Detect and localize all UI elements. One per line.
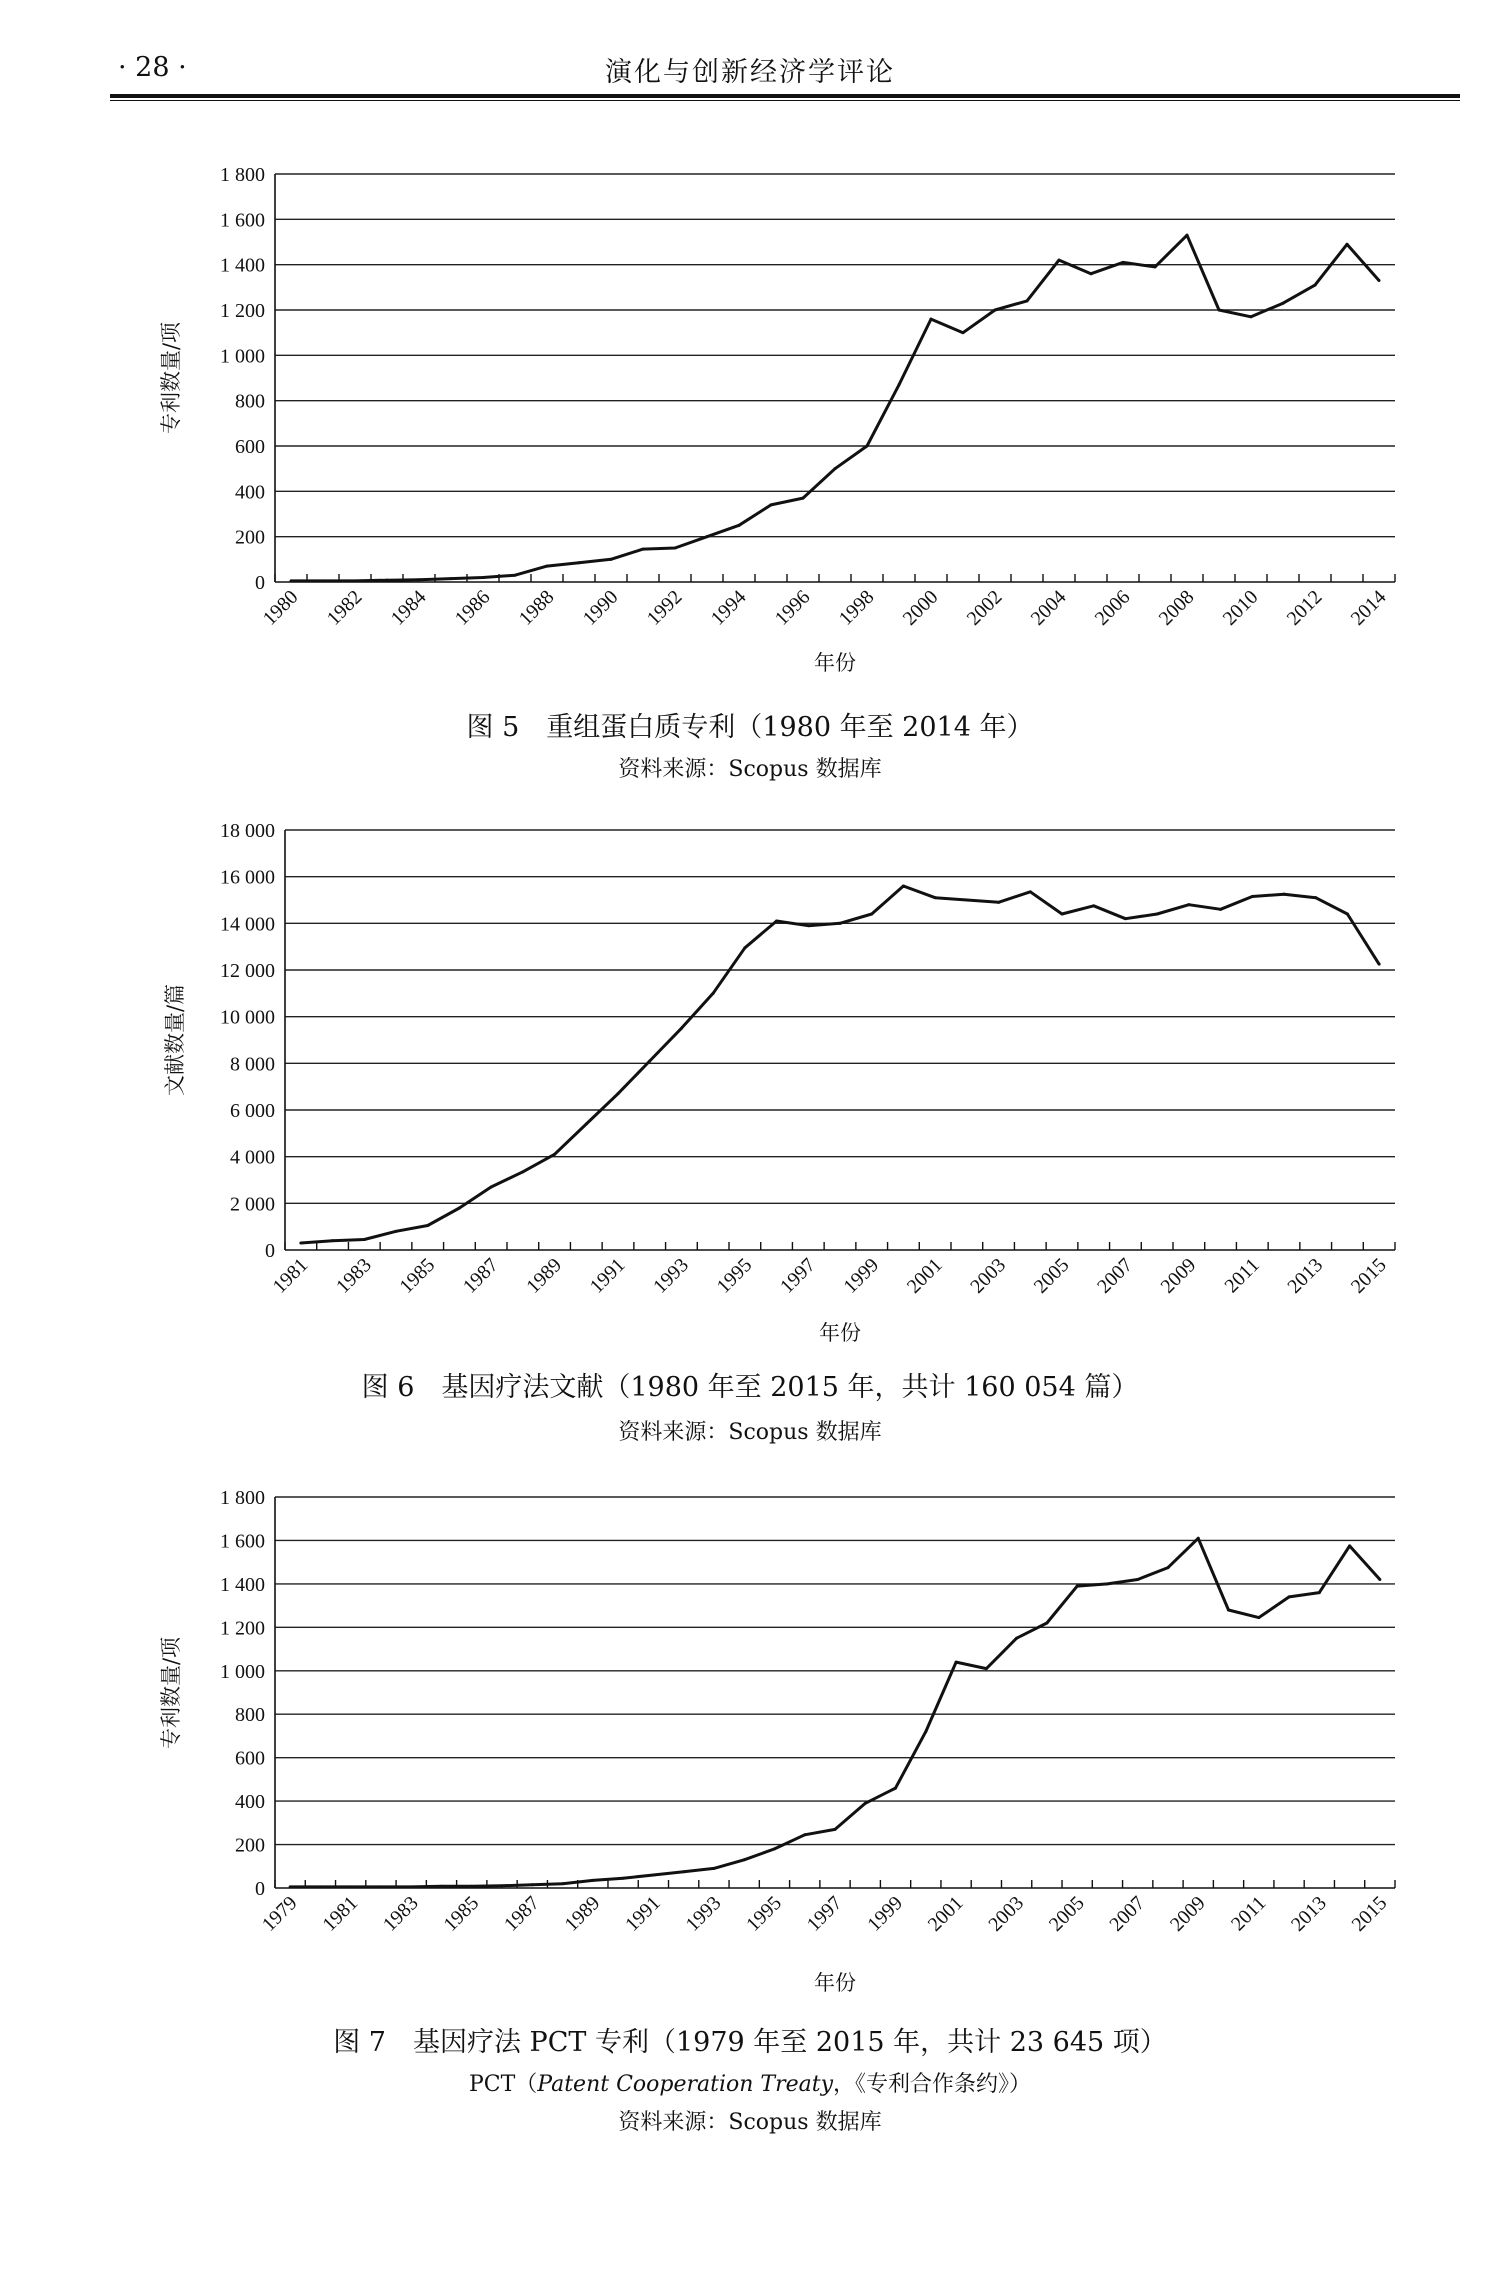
- data-point: [864, 1802, 867, 1805]
- x-tick-label: 1997: [775, 1253, 820, 1298]
- y-tick-label: 1 800: [220, 164, 265, 186]
- x-tick-label: 2011: [1226, 1891, 1271, 1936]
- x-tick-label: 1990: [578, 585, 623, 630]
- y-axis-label: 专利数量/项: [159, 1636, 183, 1750]
- y-tick-label: 200: [235, 526, 265, 549]
- y-tick-label: 1 200: [220, 300, 265, 322]
- x-tick-label: 1993: [681, 1891, 726, 1936]
- data-point: [1346, 913, 1349, 916]
- data-point: [1378, 279, 1381, 282]
- x-tick-label: 2000: [898, 585, 943, 630]
- y-tick-label: 10 000: [220, 1006, 275, 1029]
- data-point: [490, 1186, 493, 1189]
- x-tick-label: 2009: [1165, 1891, 1210, 1936]
- x-tick-label: 2004: [1026, 585, 1071, 630]
- figure-6-caption: 图 6 基因疗法文献（1980 年至 2015 年，共计 160 054 篇）: [361, 1372, 1139, 1403]
- data-point: [354, 579, 357, 582]
- x-tick-label: 1984: [386, 585, 431, 630]
- data-point: [546, 565, 549, 568]
- figure-5-source: 资料来源：Scopus 数据库: [618, 757, 882, 782]
- data-point: [1314, 896, 1317, 899]
- data-point: [1124, 917, 1127, 920]
- x-tick-label: 2011: [1220, 1253, 1264, 1298]
- data-point: [642, 548, 645, 551]
- x-tick-label: 1981: [268, 1253, 313, 1298]
- data-point: [834, 1828, 837, 1831]
- y-tick-label: 1 000: [220, 345, 265, 368]
- x-tick-label: 1989: [560, 1891, 605, 1936]
- x-tick-label: 1999: [839, 1253, 884, 1298]
- figure-6-source: 资料来源：Scopus 数据库: [618, 1420, 882, 1445]
- x-tick-label: 2008: [1154, 585, 1199, 630]
- data-point: [962, 331, 965, 334]
- journal-title: 演化与创新经济学评论: [605, 57, 895, 88]
- y-tick-label: 1 000: [220, 1660, 265, 1683]
- data-point: [440, 1885, 443, 1888]
- x-tick-label: 1986: [450, 585, 495, 630]
- data-point: [1219, 908, 1222, 911]
- x-tick-label: 1995: [742, 1891, 786, 1936]
- data-point: [743, 1858, 746, 1861]
- x-tick-label: 1987: [499, 1891, 544, 1936]
- series-line: [301, 886, 1379, 1243]
- x-axis-label: 年份: [814, 651, 856, 675]
- x-tick-label: 1988: [514, 585, 559, 630]
- data-point: [738, 524, 741, 527]
- y-tick-label: 14 000: [220, 913, 275, 936]
- data-point: [290, 579, 293, 582]
- data-point: [1250, 315, 1253, 318]
- data-point: [553, 1153, 556, 1156]
- data-point: [1227, 1608, 1230, 1611]
- y-tick-label: 1 200: [220, 1617, 265, 1640]
- y-tick-label: 0: [255, 572, 265, 594]
- data-point: [363, 1238, 366, 1241]
- data-point: [1378, 963, 1381, 966]
- data-point: [482, 576, 485, 579]
- data-point: [934, 896, 937, 899]
- y-tick-label: 400: [235, 1791, 265, 1814]
- page-header: [0, 0, 1500, 110]
- data-point: [1314, 284, 1317, 287]
- data-point: [930, 318, 933, 321]
- y-tick-label: 6 000: [230, 1100, 275, 1122]
- y-tick-label: 4 000: [230, 1146, 275, 1169]
- x-axis-label: 年份: [814, 1971, 856, 1995]
- y-tick-label: 2 000: [230, 1193, 275, 1216]
- x-tick-label: 1995: [712, 1253, 757, 1298]
- x-tick-label: 1997: [802, 1891, 847, 1936]
- figure-7-caption: 图 7 基因疗法 PCT 专利（1979 年至 2015 年，共计 23 645 项）: [333, 2027, 1167, 2058]
- x-tick-label: 1989: [522, 1253, 567, 1298]
- series-line: [291, 235, 1379, 581]
- x-tick-label: 1983: [378, 1891, 423, 1936]
- y-tick-label: 600: [235, 1747, 265, 1770]
- y-tick-label: 12 000: [220, 960, 275, 982]
- x-tick-label: 2005: [1044, 1891, 1089, 1936]
- figure-5-chart: [0, 150, 1500, 680]
- data-point: [965, 899, 968, 902]
- data-point: [870, 913, 873, 916]
- x-tick-label: 2010: [1218, 585, 1263, 630]
- series-line: [290, 1538, 1380, 1887]
- pct-note-prefix: PCT（: [468, 2072, 538, 2097]
- data-point: [1187, 903, 1190, 906]
- x-tick-label: 2005: [1029, 1253, 1074, 1298]
- data-point: [674, 547, 677, 550]
- data-point: [521, 1170, 524, 1173]
- x-tick-label: 2015: [1346, 1253, 1391, 1298]
- data-point: [894, 1787, 897, 1790]
- figure-5: [0, 150, 1500, 805]
- x-tick-label: 2012: [1282, 585, 1327, 630]
- y-tick-label: 800: [235, 1704, 265, 1727]
- data-point: [331, 1239, 334, 1242]
- figure-7-pct-note: [0, 2067, 1500, 2098]
- x-tick-label: 1981: [318, 1891, 363, 1936]
- data-point: [898, 383, 901, 386]
- data-point: [682, 1870, 685, 1873]
- data-point: [1045, 1621, 1048, 1624]
- data-point: [379, 1885, 382, 1888]
- data-point: [1090, 272, 1093, 275]
- x-tick-label: 1992: [642, 585, 687, 630]
- y-tick-label: 1 400: [220, 254, 265, 277]
- data-point: [617, 1092, 620, 1095]
- x-tick-label: 2007: [1093, 1253, 1137, 1298]
- data-point: [1029, 890, 1032, 893]
- figure-7-source: 资料来源：Scopus 数据库: [618, 2110, 882, 2135]
- data-point: [1122, 261, 1125, 264]
- data-point: [501, 1884, 504, 1887]
- data-point: [349, 1885, 352, 1888]
- data-point: [426, 1224, 429, 1227]
- y-axis-label: 专利数量/项: [159, 321, 183, 435]
- y-tick-label: 800: [235, 390, 265, 413]
- data-point: [322, 579, 325, 582]
- data-point: [1154, 265, 1157, 268]
- y-tick-label: 1 400: [220, 1573, 265, 1596]
- data-point: [585, 1123, 588, 1126]
- x-tick-label: 1985: [395, 1253, 440, 1298]
- y-tick-label: 18 000: [220, 820, 275, 842]
- x-tick-label: 1987: [458, 1253, 503, 1298]
- y-tick-label: 0: [265, 1240, 275, 1262]
- x-tick-label: 1979: [257, 1891, 302, 1936]
- data-point: [770, 503, 773, 506]
- data-point: [1076, 1585, 1079, 1588]
- y-tick-label: 600: [235, 436, 265, 458]
- data-point: [470, 1885, 473, 1888]
- data-point: [652, 1873, 655, 1876]
- x-tick-label: 2009: [1156, 1253, 1201, 1298]
- x-tick-label: 2003: [966, 1253, 1011, 1298]
- data-point: [622, 1877, 625, 1880]
- x-tick-label: 2015: [1347, 1891, 1392, 1936]
- data-point: [610, 558, 613, 561]
- data-point: [1106, 1582, 1109, 1585]
- header-rule: [110, 94, 1460, 98]
- data-point: [712, 992, 715, 995]
- data-point: [514, 574, 517, 577]
- x-tick-label: 2002: [962, 585, 1007, 630]
- data-point: [706, 535, 709, 538]
- data-point: [395, 1230, 398, 1233]
- data-point: [289, 1885, 292, 1888]
- y-axis-label: 文献数量/篇: [163, 983, 187, 1097]
- y-tick-label: 200: [235, 1834, 265, 1857]
- data-point: [1218, 309, 1221, 312]
- data-point: [299, 1242, 302, 1245]
- data-point: [712, 1867, 715, 1870]
- data-point: [1015, 1637, 1018, 1640]
- data-point: [834, 467, 837, 470]
- data-point: [1318, 1591, 1321, 1594]
- data-point: [1251, 895, 1254, 898]
- data-point: [418, 578, 421, 581]
- data-point: [1348, 1544, 1351, 1547]
- y-tick-label: 1 600: [220, 1530, 265, 1553]
- data-point: [1136, 1578, 1139, 1581]
- figure-5-caption: 图 5 重组蛋白质专利（1980 年至 2014 年）: [466, 712, 1034, 743]
- data-point: [924, 1730, 927, 1733]
- figure-7-chart: [0, 1475, 1500, 2010]
- y-tick-label: 1 800: [220, 1487, 265, 1509]
- x-tick-label: 1996: [770, 585, 815, 630]
- x-tick-label: 1994: [706, 585, 751, 630]
- y-tick-label: 1 600: [220, 209, 265, 232]
- figure-6-chart: [0, 810, 1500, 1350]
- data-point: [1282, 302, 1285, 305]
- x-tick-label: 1985: [439, 1891, 484, 1936]
- data-point: [319, 1885, 322, 1888]
- data-point: [803, 1833, 806, 1836]
- data-point: [773, 1847, 776, 1850]
- x-tick-label: 1983: [331, 1253, 376, 1298]
- data-point: [997, 901, 1000, 904]
- page-number: · 28 ·: [118, 52, 187, 83]
- data-point: [866, 445, 869, 448]
- x-tick-label: 2003: [984, 1891, 1029, 1936]
- data-point: [1378, 1578, 1381, 1581]
- x-tick-label: 1980: [258, 585, 303, 630]
- data-point: [985, 1667, 988, 1670]
- x-tick-label: 1993: [649, 1253, 693, 1298]
- x-tick-label: 2014: [1346, 585, 1391, 630]
- header-rule-thin: [110, 100, 1460, 101]
- x-tick-label: 1991: [621, 1891, 665, 1936]
- pct-note-italic: Patent Cooperation Treaty: [537, 2072, 834, 2097]
- data-point: [531, 1883, 534, 1886]
- x-tick-label: 1991: [585, 1253, 630, 1298]
- data-point: [1092, 904, 1095, 907]
- figure-6: [0, 810, 1500, 1470]
- pct-note-suffix: ，《专利合作条约》）: [833, 2072, 1032, 2097]
- y-tick-label: 16 000: [220, 866, 275, 889]
- y-tick-label: 400: [235, 481, 265, 504]
- data-point: [743, 946, 746, 949]
- x-tick-label: 1998: [834, 585, 879, 630]
- data-point: [775, 920, 778, 923]
- y-tick-label: 8 000: [230, 1053, 275, 1076]
- data-point: [386, 579, 389, 582]
- x-tick-label: 2007: [1105, 1891, 1150, 1936]
- x-axis-label: 年份: [819, 1321, 861, 1345]
- data-point: [1061, 913, 1064, 916]
- x-tick-label: 2001: [902, 1253, 947, 1298]
- data-point: [1026, 299, 1029, 302]
- data-point: [561, 1882, 564, 1885]
- data-point: [1058, 259, 1061, 262]
- data-point: [578, 561, 581, 564]
- data-point: [1283, 893, 1286, 896]
- data-point: [1197, 1537, 1200, 1540]
- data-point: [648, 1060, 651, 1063]
- data-point: [839, 922, 842, 925]
- data-point: [1156, 913, 1159, 916]
- x-tick-label: 2013: [1287, 1891, 1331, 1936]
- data-point: [807, 924, 810, 927]
- data-point: [591, 1879, 594, 1882]
- data-point: [955, 1661, 958, 1664]
- y-tick-label: 0: [255, 1878, 265, 1900]
- data-point: [802, 497, 805, 500]
- x-tick-label: 1982: [322, 585, 367, 630]
- data-point: [410, 1885, 413, 1888]
- data-point: [1166, 1566, 1169, 1569]
- data-point: [458, 1207, 461, 1210]
- x-tick-label: 2006: [1090, 585, 1135, 630]
- x-tick-label: 2013: [1283, 1253, 1328, 1298]
- data-point: [1186, 234, 1189, 237]
- data-point: [994, 309, 997, 312]
- x-tick-label: 2001: [923, 1891, 968, 1936]
- x-tick-label: 1999: [863, 1891, 908, 1936]
- data-point: [1257, 1616, 1260, 1619]
- data-point: [680, 1027, 683, 1030]
- data-point: [1288, 1595, 1291, 1598]
- data-point: [1346, 243, 1349, 246]
- data-point: [450, 577, 453, 580]
- data-point: [902, 885, 905, 888]
- figure-7: [0, 1475, 1500, 2155]
